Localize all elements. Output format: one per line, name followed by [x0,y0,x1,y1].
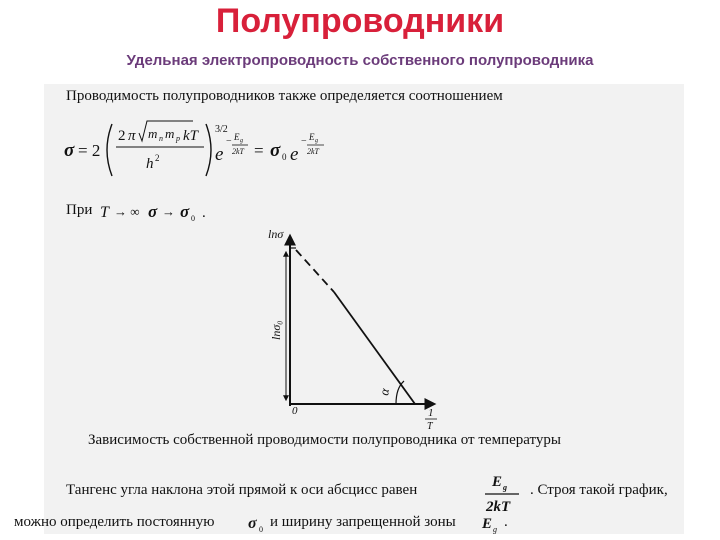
conductivity-formula [62,114,332,184]
svg-text:σ: σ [64,140,75,161]
svg-text:E: E [234,132,240,142]
y0-label: lnσ₀ [269,320,283,340]
svg-text:−: − [301,136,307,147]
svg-text:2: 2 [155,153,160,163]
svg-text:e: e [215,144,224,165]
svg-text:σ: σ [248,515,257,532]
svg-text:T: T [100,204,109,221]
paragraph-part2: . Строя такой график, [530,482,668,498]
svg-text:E: E [309,132,315,142]
svg-text:0: 0 [259,525,263,534]
limit-expression [98,200,228,224]
svg-text:2: 2 [118,128,126,144]
svg-text:g: g [315,138,318,144]
svg-text:π: π [128,128,136,144]
svg-text:2kT: 2kT [307,147,319,156]
svg-text:→ ∞: → ∞ [114,204,140,219]
paragraph-line2c: . [504,514,508,530]
limit-prefix: При [66,202,93,218]
svg-text:g: g [493,525,497,534]
conductivity-graph [250,222,450,434]
angle-label: α [376,387,393,397]
svg-text:3/2: 3/2 [215,124,228,135]
slope-fraction [482,468,522,516]
svg-text:= 2: = 2 [78,141,101,160]
svg-text:2kT: 2kT [486,499,511,515]
svg-text:0: 0 [282,152,287,162]
svg-text:−: − [226,136,232,147]
svg-text:E: E [492,474,503,490]
svg-text:0: 0 [191,214,195,223]
svg-text:g: g [503,483,507,492]
svg-text:σ: σ [270,140,281,161]
intro-line: Проводимость полупроводников также определяется соотношением [66,88,503,104]
paragraph-part1: Тангенс угла наклона этой прямой к оси абсцисс равен [66,482,418,498]
extrapolation-dashed-line [296,250,334,292]
band-gap-symbol [480,512,502,534]
x-axis-label-denominator: T [427,421,433,432]
svg-text:p: p [176,134,180,143]
paragraph-line2a: можно определить постоянную [14,514,215,530]
svg-text:m: m [165,126,175,141]
slide-title: Полупроводники [215,2,505,40]
svg-text:2kT: 2kT [232,147,244,156]
slide-subtitle: Удельная электропроводность собственного полупроводника [126,52,594,69]
origin-label: 0 [292,405,298,417]
svg-text:E: E [482,516,493,532]
paragraph-line2b: и ширину запрещенной зоны [270,514,456,530]
svg-text:σ: σ [148,202,158,221]
graph-caption: Зависимость собственной проводимости полупроводника от температуры [88,432,561,448]
svg-text:=: = [254,141,264,160]
sigma0-symbol [246,512,268,534]
svg-text:→: → [162,204,175,219]
svg-text:g: g [240,138,243,144]
svg-text:kT: kT [183,128,198,144]
x-axis-label-numerator: 1 [428,407,434,419]
svg-text:.: . [202,205,206,221]
svg-text:n: n [159,134,163,143]
svg-text:σ: σ [180,202,190,221]
svg-text:e: e [290,144,299,165]
y-axis-label: lnσ [268,227,284,241]
svg-text:h: h [146,156,154,172]
conductivity-line [334,292,415,404]
svg-text:m: m [148,126,158,141]
